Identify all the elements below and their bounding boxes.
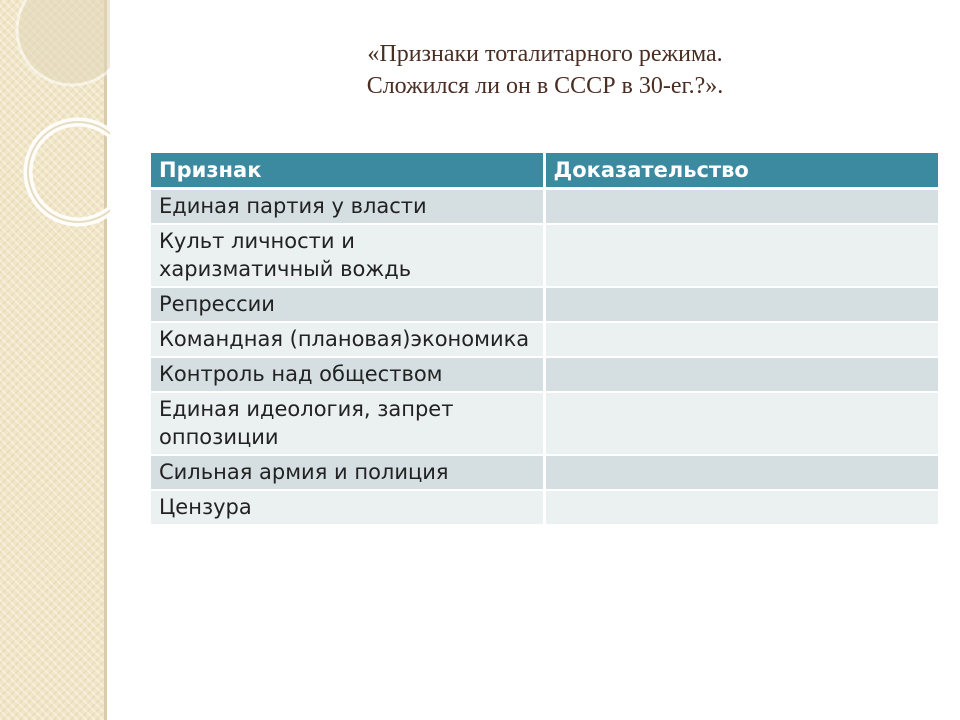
column-header-evidence: Доказательство <box>544 153 938 189</box>
sign-cell: Сильная армия и полиция <box>151 455 544 490</box>
table-row <box>151 455 938 490</box>
evidence-cell[interactable] <box>544 224 938 287</box>
evidence-cell[interactable] <box>544 189 938 225</box>
table-row <box>151 189 938 225</box>
evidence-cell[interactable] <box>544 357 938 392</box>
evidence-cell[interactable] <box>544 455 938 490</box>
table-row <box>151 287 938 322</box>
table-row <box>151 357 938 392</box>
signs-table <box>151 153 938 526</box>
table-header-row <box>151 153 938 189</box>
slide-title <box>150 38 940 102</box>
slide-title-line-1: «Признаки тоталитарного режима. <box>367 41 723 67</box>
table-row <box>151 224 938 287</box>
decorative-circles-icon <box>0 0 110 260</box>
sign-cell: Единая идеология, запрет оппозиции <box>151 392 544 455</box>
table-row <box>151 322 938 357</box>
column-header-sign: Признак <box>151 153 544 189</box>
sign-cell: Цензура <box>151 490 544 525</box>
evidence-cell[interactable] <box>544 322 938 357</box>
evidence-cell[interactable] <box>544 392 938 455</box>
sign-cell: Командная (плановая)экономика <box>151 322 544 357</box>
sign-cell: Культ личности и харизматичный вождь <box>151 224 544 287</box>
table-row <box>151 392 938 455</box>
table-row <box>151 490 938 525</box>
sign-cell: Контроль над обществом <box>151 357 544 392</box>
evidence-cell[interactable] <box>544 287 938 322</box>
evidence-cell[interactable] <box>544 490 938 525</box>
sign-cell: Единая партия у власти <box>151 189 544 225</box>
slide-title-line-2: Сложился ли он в СССР в 30-ег.?». <box>366 73 724 99</box>
sign-cell: Репрессии <box>151 287 544 322</box>
